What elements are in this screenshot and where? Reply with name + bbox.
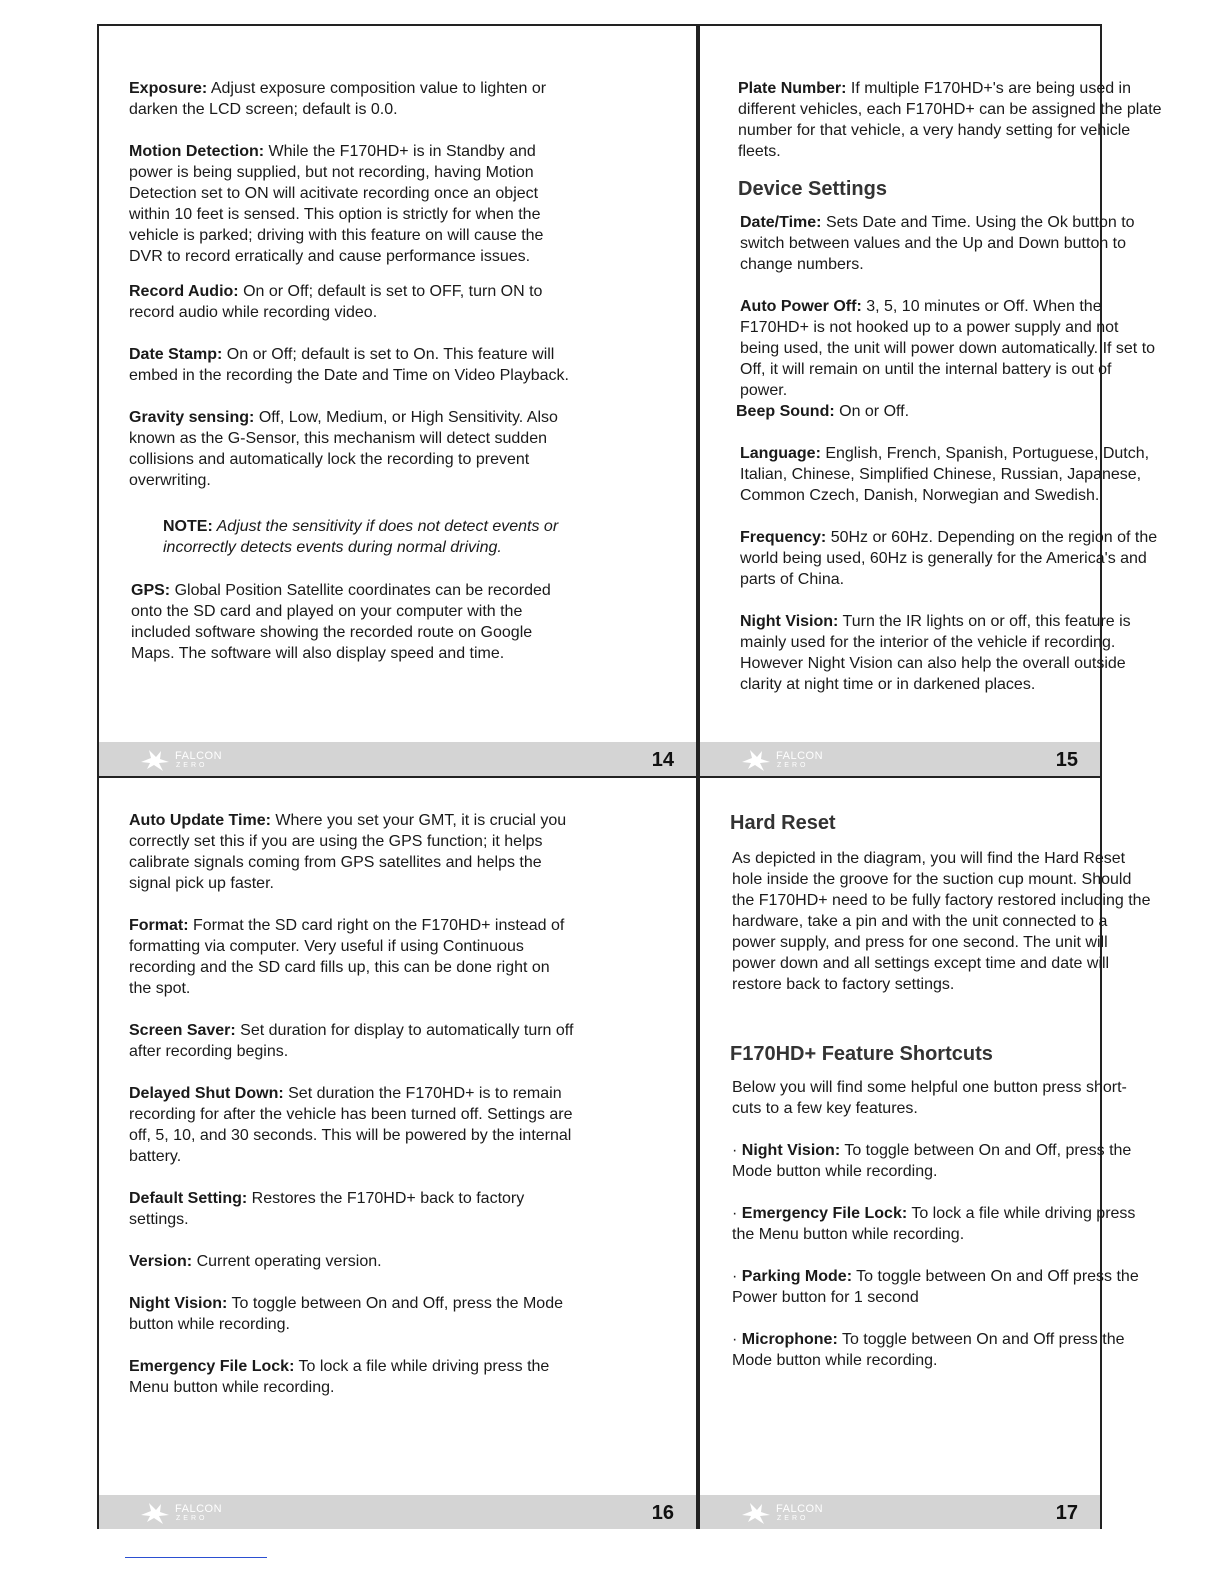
footnote-separator: [125, 1557, 267, 1558]
date-stamp-paragraph: Date Stamp: On or Off; default is set to On. This feature will embed in the recording the Date and Time on Video Playback.: [129, 346, 569, 384]
motion-detection-paragraph: Motion Detection: While the F170HD+ is in Standby and power is being supplied, but not recording, having Motion Detection set to ON will acitivate recording once an object within 10 feet is sensed. This option is strictly for when the vehicle is parked; driving with this feature on will cause the DVR to record erratically and cause performance issues.: [129, 143, 544, 265]
night-vision-paragraph: Night Vision: To toggle between On and Off, press the Mode button while recording.: [129, 1295, 563, 1333]
page-14: [99, 26, 696, 776]
page-14-content: [129, 78, 569, 685]
falcon-bird-icon: [139, 1501, 171, 1525]
page-number: 16: [651, 1502, 674, 1524]
falcon-zero-logo: FALCON ZERO: [740, 748, 820, 772]
auto-power-off-paragraph: Auto Power Off: 3, 5, 10 minutes or Off. When the F170HD+ is not hooked up to a power supply and not being used, the unit will power down automatically. If set to Off, it will remain on until the internal battery is out of power.: [740, 298, 1156, 399]
page-17-content: [730, 810, 1155, 1392]
hard-reset-paragraph: As depicted in the diagram, you will find the Hard Reset hole inside the groove for the suction cup mount. Should the F170HD+ need to be fully factory restored including the hardware, take a pin and with the unit connected to a power supply, and press for one second. The unit will power down and all settings except time and date will restore back to factory settings.: [732, 850, 1151, 993]
page-number: 17: [1055, 1502, 1078, 1524]
page-15-content: [738, 78, 1163, 716]
falcon-zero-logo: FALCON ZERO: [740, 1501, 820, 1525]
shortcut-emergency-file-lock: · Emergency File Lock: To lock a file while driving press the Menu button while recording.: [732, 1205, 1136, 1243]
falcon-bird-icon: [740, 1501, 772, 1525]
manual-sheet: [97, 24, 1162, 1529]
auto-update-time-paragraph: Auto Update Time: Where you set your GMT, it is crucial you correctly set this if you are using the GPS function; it helps calibrate signals coming from GPS satellites and helps the signal pick up faster.: [129, 812, 567, 892]
format-paragraph: Format: Format the SD card right on the F170HD+ instead of formatting via computer. Very useful if using Continuous recording and the SD card fills up, this can be done right on the spot.: [129, 917, 565, 997]
page-17: [700, 778, 1151, 1529]
delayed-shut-down-paragraph: Delayed Shut Down: Set duration the F170HD+ is to remain recording for after the vehicle has been turned off. Settings are off, 5, 10, and 30 seconds. This will be powered by the internal battery.: [129, 1085, 573, 1165]
default-setting-paragraph: Default Setting: Restores the F170HD+ back to factory settings.: [129, 1190, 525, 1228]
page-16: [99, 778, 696, 1529]
shortcuts-intro: Below you will find some helpful one button press short-cuts to a few key features.: [732, 1079, 1127, 1117]
page-number: 15: [1055, 749, 1078, 771]
page-15: [700, 26, 1162, 776]
date-time-paragraph: Date/Time: Sets Date and Time. Using the Ok button to switch between values and the Up and Down button to change numbers.: [740, 214, 1135, 273]
page-17-footer: [700, 1495, 1100, 1529]
language-paragraph: Language: English, French, Spanish, Portuguese, Dutch, Italian, Chinese, Simplified Chinese, Russian, Japanese, Common Czech, Danish, Norwegian and Swedish.: [740, 445, 1150, 504]
falcon-zero-logo: FALCON ZERO: [139, 748, 219, 772]
note-paragraph: NOTE: Adjust the sensitivity if does not detect events or incorrectly detects events during normal driving.: [163, 518, 559, 556]
hard-reset-heading: Hard Reset: [730, 812, 836, 834]
frequency-paragraph: Frequency: 50Hz or 60Hz. Depending on the region of the world being used, 60Hz is generally for the America's and parts of China.: [740, 529, 1158, 588]
falcon-bird-icon: [139, 748, 171, 772]
falcon-bird-icon: [740, 748, 772, 772]
screen-saver-paragraph: Screen Saver: Set duration for display to automatically turn off after recording begins.: [129, 1022, 574, 1060]
page-16-content: [129, 810, 574, 1419]
device-settings-heading: Device Settings: [738, 178, 887, 200]
record-audio-paragraph: Record Audio: On or Off; default is set to OFF, turn ON to record audio while recording video.: [129, 283, 543, 321]
shortcut-microphone: · Microphone: To toggle between On and Off press the Mode button while recording.: [732, 1331, 1125, 1369]
feature-shortcuts-heading: F170HD+ Feature Shortcuts: [730, 1043, 993, 1065]
shortcut-night-vision: · Night Vision: To toggle between On and Off, press the Mode button while recording.: [732, 1142, 1132, 1180]
falcon-zero-logo: FALCON ZERO: [139, 1501, 219, 1525]
gps-paragraph: GPS: Global Position Satellite coordinates can be recorded onto the SD card and played on your computer with the included software showing the recorded route on Google Maps. The software will also display speed and time.: [131, 582, 551, 662]
page-14-footer: [99, 742, 696, 776]
page-15-footer: [700, 742, 1100, 776]
exposure-paragraph: Exposure: Adjust exposure composition value to lighten or darken the LCD screen; default is 0.0.: [129, 80, 547, 118]
emergency-file-lock-paragraph: Emergency File Lock: To lock a file while driving press the Menu button while recording.: [129, 1358, 550, 1396]
beep-sound-paragraph: Beep Sound: On or Off.: [736, 403, 910, 420]
plate-number-paragraph: Plate Number: If multiple F170HD+'s are being used in different vehicles, each F170HD+ can be assigned the plate number for that vehicle, a very handy setting for vehicle fleets.: [738, 80, 1162, 160]
page-16-footer: [99, 1495, 696, 1529]
shortcut-parking-mode: · Parking Mode: To toggle between On and Off press the Power button for 1 second: [732, 1268, 1139, 1306]
gravity-sensing-paragraph: Gravity sensing: Off, Low, Medium, or High Sensitivity. Also known as the G-Sensor, this mechanism will detect sudden collisions and automatically lock the recording to prevent overwriting.: [129, 409, 558, 489]
page-number: 14: [651, 749, 674, 771]
night-vision-paragraph: Night Vision: Turn the IR lights on or off, this feature is mainly used for the interior of the vehicle if recording. However Night Vision can also help the overall outside clarity at night time or in darkened places.: [740, 613, 1131, 693]
version-paragraph: Version: Current operating version.: [129, 1253, 382, 1270]
